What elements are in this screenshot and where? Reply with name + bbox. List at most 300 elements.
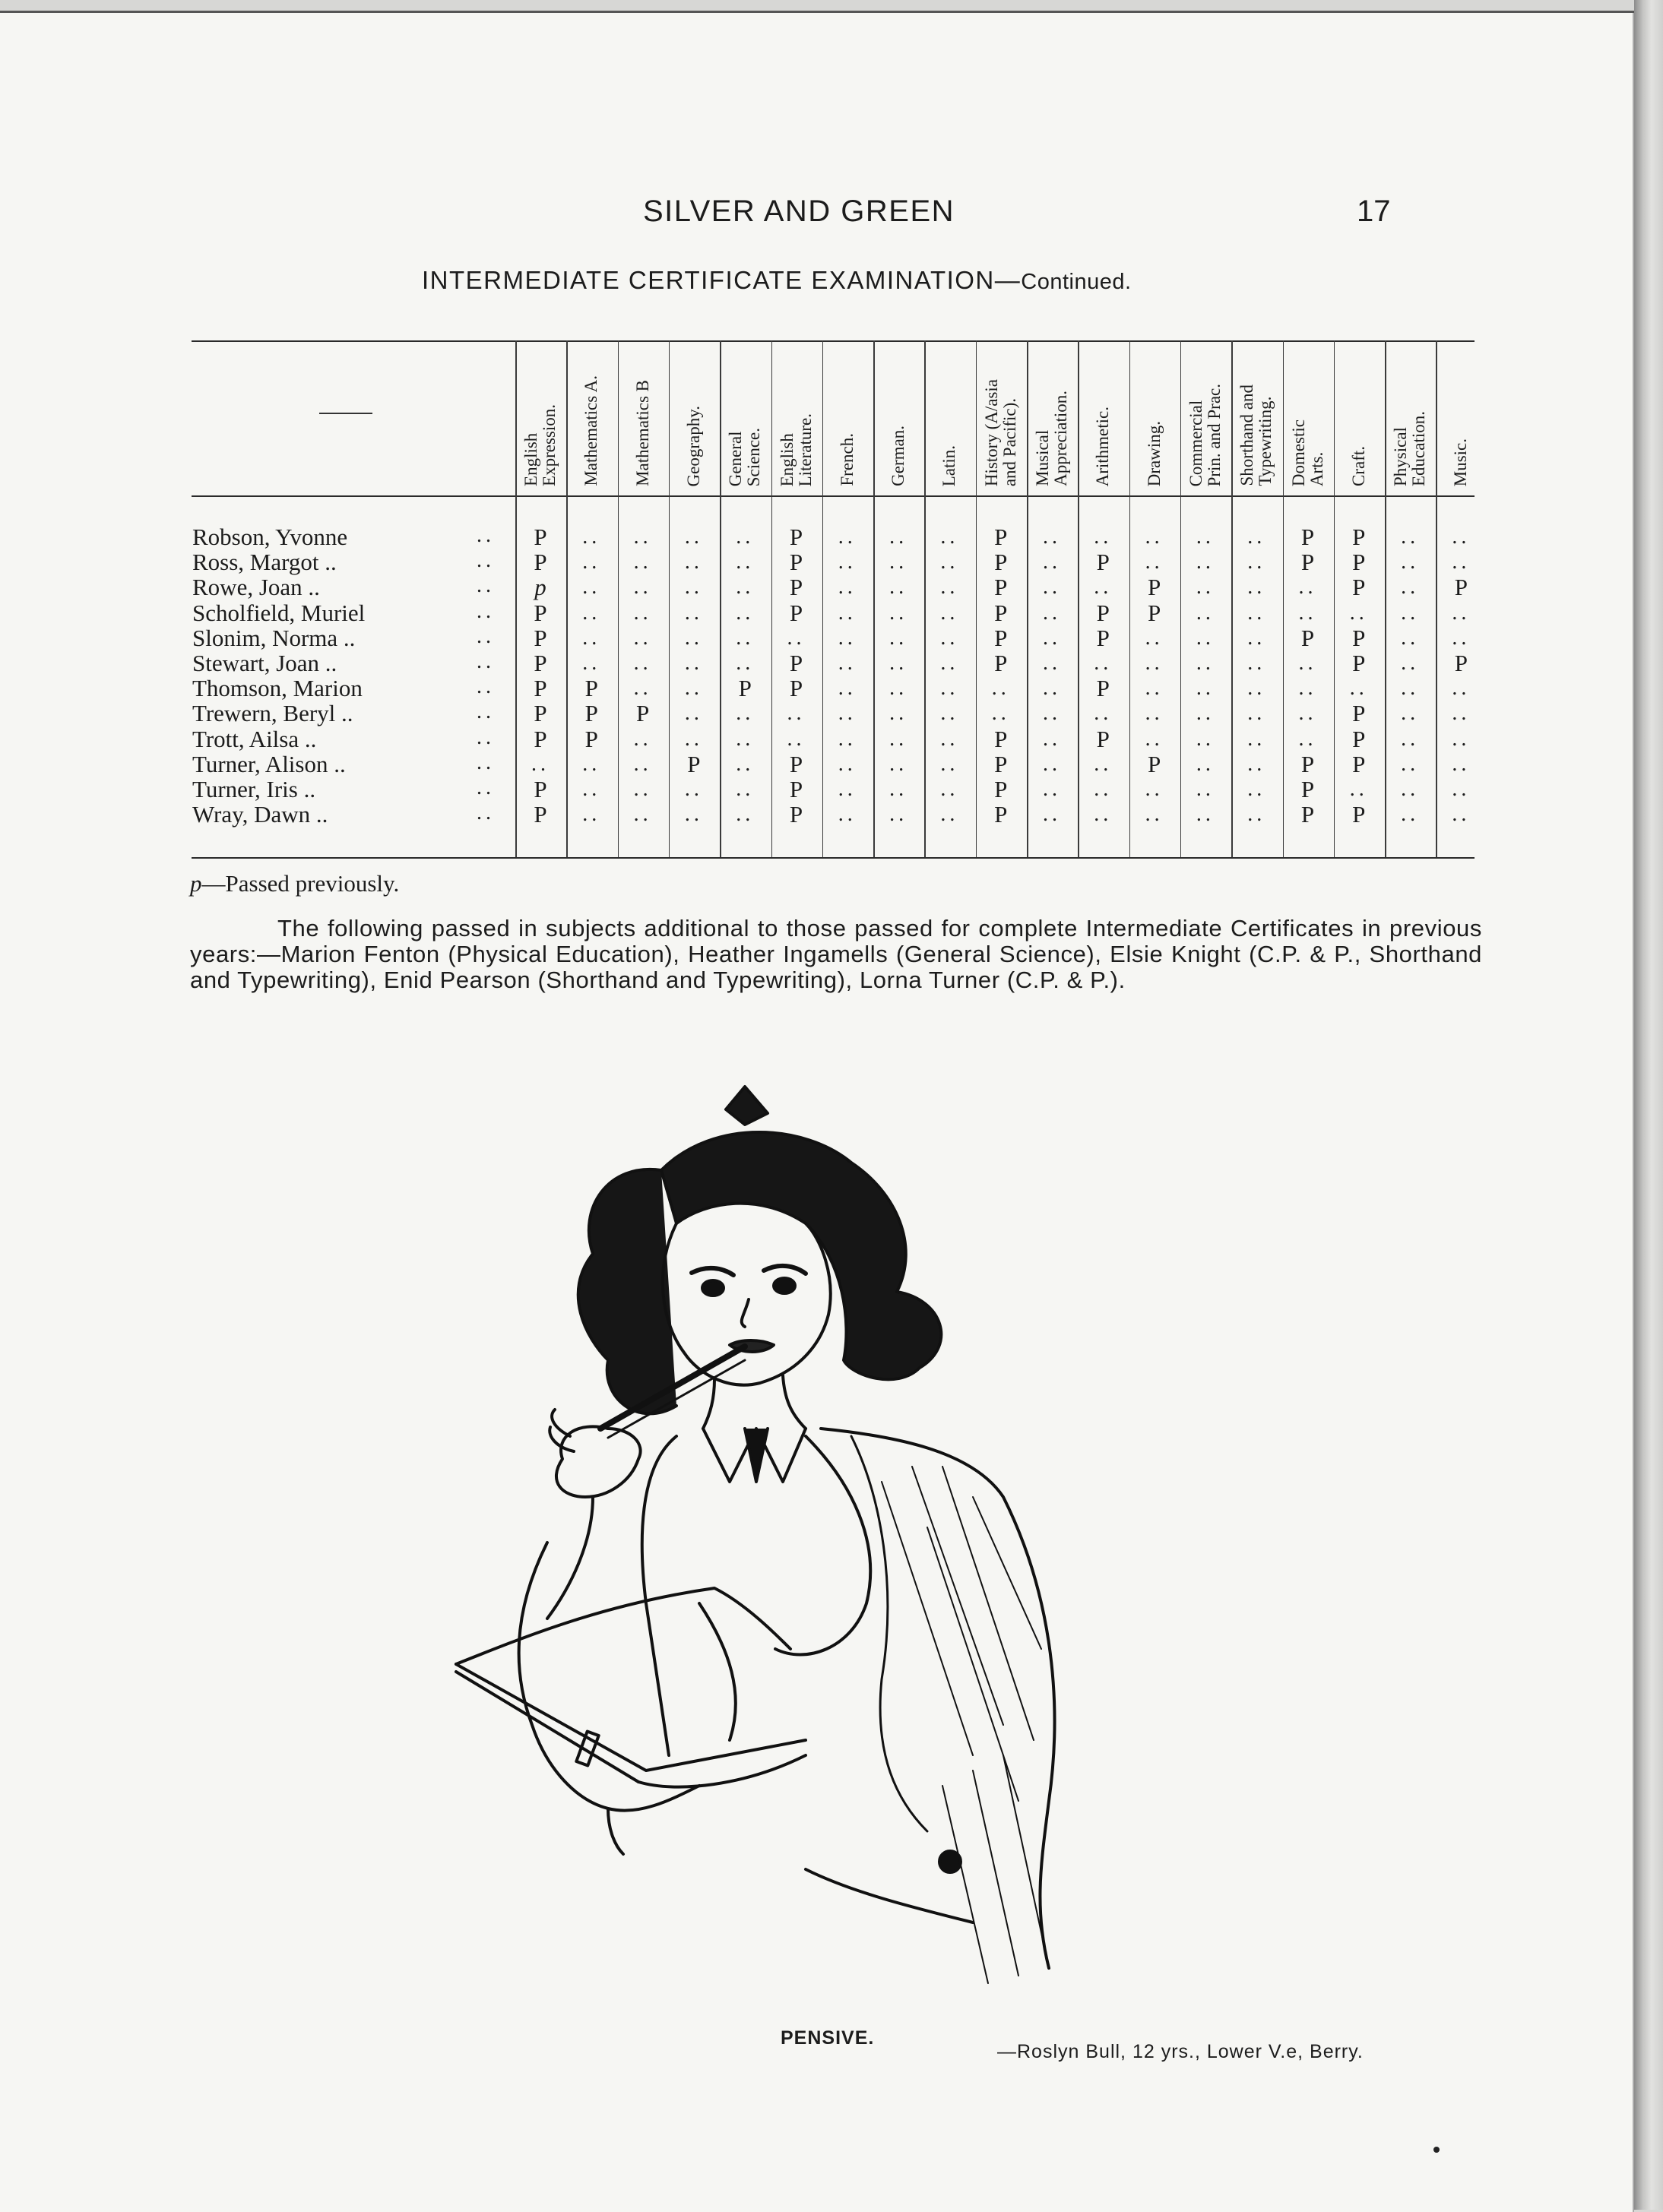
table-cell: .. xyxy=(1452,600,1471,625)
stub-header-dash xyxy=(319,413,372,414)
table-cell: .. xyxy=(633,777,652,801)
footnote xyxy=(190,870,399,897)
table-cell: .. xyxy=(1145,625,1164,650)
column-header-label: Geography. xyxy=(683,405,703,486)
table-cell: .. xyxy=(1401,651,1420,675)
table-cell: .. xyxy=(1298,701,1317,726)
table-cell: .. xyxy=(736,752,755,776)
table-cell: .. xyxy=(889,550,908,574)
name-leader: .. xyxy=(477,801,495,825)
column-header xyxy=(876,334,921,486)
table-cell: .. xyxy=(940,676,959,701)
table-cell: P xyxy=(534,599,547,626)
column-header-label: Physical Education. xyxy=(1391,411,1429,486)
table-cell: .. xyxy=(838,525,857,549)
table-row xyxy=(0,752,1663,777)
table-cell: .. xyxy=(940,726,959,751)
table-cell: .. xyxy=(736,575,755,600)
table-row xyxy=(0,701,1663,726)
table-cell: .. xyxy=(838,676,857,701)
table-cell: .. xyxy=(633,550,652,574)
table-cell: .. xyxy=(736,726,755,751)
table-cell: .. xyxy=(940,701,959,726)
column-header-label: Domestic Arts. xyxy=(1288,419,1326,486)
table-cell: .. xyxy=(889,676,908,701)
table-cell: .. xyxy=(889,525,908,549)
table-row xyxy=(0,600,1663,625)
table-cell: .. xyxy=(1145,802,1164,827)
column-header xyxy=(1438,334,1484,486)
table-cell: .. xyxy=(684,550,703,574)
table-cell: .. xyxy=(991,701,1010,726)
table-cell: P xyxy=(1352,549,1366,576)
table-cell: .. xyxy=(1401,777,1420,801)
table-cell: .. xyxy=(838,625,857,650)
table-cell: .. xyxy=(1247,701,1266,726)
column-header-label: Arithmetic. xyxy=(1093,406,1113,486)
table-cell: P xyxy=(1352,524,1366,550)
table-cell: .. xyxy=(1196,600,1215,625)
table-cell: .. xyxy=(1452,777,1471,801)
table-cell: P xyxy=(1300,801,1315,828)
table-cell: P xyxy=(994,549,1008,576)
table-cell: P xyxy=(534,725,547,752)
table-row xyxy=(0,726,1663,752)
table-cell: .. xyxy=(889,726,908,751)
table-cell: .. xyxy=(940,777,959,801)
pensive-girl-illustration xyxy=(319,1071,1338,2014)
table-cell: P xyxy=(1352,650,1366,676)
table-cell: .. xyxy=(838,726,857,751)
table-cell: P xyxy=(1300,776,1315,802)
table-cell: .. xyxy=(838,777,857,801)
table-cell: P xyxy=(534,700,547,727)
table-row xyxy=(0,650,1663,676)
table-cell: P xyxy=(534,624,547,651)
column-header xyxy=(722,334,768,486)
table-cell: .. xyxy=(1043,802,1061,827)
table-cell: P xyxy=(1147,574,1161,601)
table-cell: .. xyxy=(582,752,601,776)
table-cell: .. xyxy=(1196,575,1215,600)
table-cell: .. xyxy=(1145,701,1164,726)
column-header xyxy=(518,334,563,486)
table-cell: .. xyxy=(1043,625,1061,650)
table-cell: .. xyxy=(889,802,908,827)
table-cell: .. xyxy=(1247,651,1266,675)
scan-speck xyxy=(1433,2147,1440,2153)
table-cell: P xyxy=(994,524,1008,550)
table-cell: P xyxy=(1300,750,1315,777)
table-cell: .. xyxy=(531,752,550,776)
column-header xyxy=(620,334,666,486)
column-header-label: Commercial Prin. and Prac. xyxy=(1186,383,1224,486)
table-cell: P xyxy=(687,750,701,777)
table-cell: .. xyxy=(1145,525,1164,549)
table-cell: .. xyxy=(1196,550,1215,574)
table-cell: P xyxy=(789,574,803,601)
table-cell: .. xyxy=(1401,802,1420,827)
table-cell: .. xyxy=(1094,802,1113,827)
table-cell: .. xyxy=(838,550,857,574)
section-heading xyxy=(422,266,1132,295)
footnote-text: —Passed previously. xyxy=(201,870,400,897)
table-cell: P xyxy=(1352,574,1366,601)
table-cell: P xyxy=(584,675,598,702)
table-cell: P xyxy=(789,650,803,676)
table-cell: .. xyxy=(582,575,601,600)
name-leader: .. xyxy=(477,675,495,699)
table-cell: .. xyxy=(1401,752,1420,776)
table-cell: .. xyxy=(1401,600,1420,625)
table-cell: .. xyxy=(684,726,703,751)
table-cell: p xyxy=(534,574,546,601)
table-cell: .. xyxy=(1349,676,1368,701)
table-cell: .. xyxy=(787,726,806,751)
table-cell: .. xyxy=(582,550,601,574)
section-heading-main: INTERMEDIATE CERTIFICATE EXAMINATION— xyxy=(422,266,1022,294)
table-cell: P xyxy=(534,801,547,828)
table-cell: .. xyxy=(1145,676,1164,701)
table-cell: P xyxy=(1352,700,1366,727)
table-cell: .. xyxy=(633,575,652,600)
table-cell: .. xyxy=(633,752,652,776)
table-cell: .. xyxy=(1298,651,1317,675)
table-cell: .. xyxy=(1247,550,1266,574)
student-name: Trewern, Beryl .. xyxy=(192,700,353,727)
table-cell: .. xyxy=(1145,726,1164,751)
table-cell: .. xyxy=(1094,752,1113,776)
column-header-label: General Science. xyxy=(726,427,764,486)
column-header-label: English Expression. xyxy=(521,404,559,486)
table-cell: .. xyxy=(633,625,652,650)
table-cell: .. xyxy=(1043,575,1061,600)
illustration-credit: —Roslyn Bull, 12 yrs., Lower V.e, Berry. xyxy=(997,2041,1364,2062)
footnote-symbol: p xyxy=(190,870,202,897)
table-cell: .. xyxy=(1196,777,1215,801)
table-cell: P xyxy=(789,801,803,828)
table-cell: P xyxy=(789,750,803,777)
table-cell: .. xyxy=(1043,525,1061,549)
table-cell: .. xyxy=(684,701,703,726)
table-row xyxy=(0,625,1663,650)
column-header-label: Craft. xyxy=(1348,445,1368,486)
table-cell: P xyxy=(635,700,650,727)
table-cell: .. xyxy=(1145,550,1164,574)
column-header xyxy=(927,334,972,486)
page-number: 17 xyxy=(1357,195,1391,228)
table-cell: .. xyxy=(684,777,703,801)
table-cell: .. xyxy=(684,625,703,650)
column-header-label: Mathematics B xyxy=(632,380,652,486)
table-cell: P xyxy=(789,524,803,550)
table-cell: .. xyxy=(1196,625,1215,650)
column-header xyxy=(1234,334,1279,486)
name-leader: .. xyxy=(477,700,495,724)
table-cell: P xyxy=(1096,549,1110,576)
table-cell: .. xyxy=(1247,676,1266,701)
table-cell: .. xyxy=(1452,802,1471,827)
table-cell: .. xyxy=(1349,777,1368,801)
table-cell: .. xyxy=(1145,777,1164,801)
table-cell: .. xyxy=(582,600,601,625)
student-name: Turner, Alison .. xyxy=(192,750,346,777)
table-cell: .. xyxy=(838,651,857,675)
table-cell: .. xyxy=(1452,726,1471,751)
table-cell: .. xyxy=(633,651,652,675)
name-leader: .. xyxy=(477,549,495,573)
table-cell: .. xyxy=(1094,575,1113,600)
table-cell: .. xyxy=(940,802,959,827)
table-row xyxy=(0,524,1663,549)
running-head xyxy=(0,195,1663,240)
table-cell: .. xyxy=(1043,701,1061,726)
table-cell: .. xyxy=(684,651,703,675)
table-cell: .. xyxy=(1401,575,1420,600)
table-cell: P xyxy=(994,599,1008,626)
column-header xyxy=(1285,334,1331,486)
table-cell: P xyxy=(994,750,1008,777)
student-name: Ross, Margot .. xyxy=(192,549,337,576)
column-header xyxy=(671,334,717,486)
table-cell: .. xyxy=(940,575,959,600)
column-header xyxy=(1183,334,1228,486)
table-cell: P xyxy=(1096,675,1110,702)
table-cell: .. xyxy=(1247,600,1266,625)
table-cell: .. xyxy=(684,575,703,600)
student-name: Wray, Dawn .. xyxy=(192,801,328,828)
table-cell: .. xyxy=(1196,525,1215,549)
table-cell: .. xyxy=(889,625,908,650)
table-cell: P xyxy=(1352,801,1366,828)
table-cell: .. xyxy=(736,550,755,574)
table-cell: .. xyxy=(1247,575,1266,600)
table-cell: .. xyxy=(684,525,703,549)
table-cell: P xyxy=(1454,650,1468,676)
table-cell: .. xyxy=(1196,676,1215,701)
column-header xyxy=(774,334,819,486)
column-header-label: Drawing. xyxy=(1144,420,1164,486)
table-cell: .. xyxy=(1196,802,1215,827)
table-cell: .. xyxy=(633,600,652,625)
name-leader: .. xyxy=(477,599,495,623)
table-cell: P xyxy=(1300,624,1315,651)
column-header xyxy=(1132,334,1177,486)
table-cell: P xyxy=(1147,750,1161,777)
table-cell: P xyxy=(994,776,1008,802)
table-cell: .. xyxy=(1401,701,1420,726)
table-cell: P xyxy=(1352,624,1366,651)
table-cell: P xyxy=(534,650,547,676)
table-cell: P xyxy=(789,599,803,626)
table-cell: .. xyxy=(1401,525,1420,549)
table-cell: .. xyxy=(1247,752,1266,776)
table-cell: .. xyxy=(633,802,652,827)
table-cell: .. xyxy=(633,676,652,701)
table-cell: .. xyxy=(1145,651,1164,675)
table-cell: .. xyxy=(838,802,857,827)
table-cell: P xyxy=(584,725,598,752)
table-cell: .. xyxy=(1043,676,1061,701)
table-cell: P xyxy=(1096,725,1110,752)
scan-page-edge xyxy=(1634,0,1663,2210)
table-cell: .. xyxy=(582,625,601,650)
section-heading-continued: Continued. xyxy=(1021,270,1132,294)
column-header-label: French. xyxy=(837,433,857,486)
table-cell: .. xyxy=(1298,600,1317,625)
table-cell: .. xyxy=(1452,676,1471,701)
column-header xyxy=(1029,334,1075,486)
table-row xyxy=(0,777,1663,802)
table-cell: P xyxy=(1352,750,1366,777)
additional-passes-paragraph: The following passed in subjects additional to those passed for complete Intermediate Certificates in previous years:—Marion Fenton (Physical Education), Heather Ingamells (General Science), Elsie Knight (C.P. & P., Shorthand and Typewriting), Enid Pearson (Shorthand and Typewriting), Lorna Turner (C.P. & P.). xyxy=(190,915,1482,993)
table-cell: P xyxy=(1300,549,1315,576)
column-header-label: Music. xyxy=(1451,438,1471,486)
column-header-label: Musical Appreciation. xyxy=(1033,391,1070,486)
name-leader: .. xyxy=(477,776,495,799)
table-cell: .. xyxy=(736,701,755,726)
table-cell: .. xyxy=(1298,726,1317,751)
table-cell: .. xyxy=(1043,777,1061,801)
table-cell: .. xyxy=(736,625,755,650)
table-cell: .. xyxy=(1452,701,1471,726)
table-cell: P xyxy=(994,624,1008,651)
table-cell: .. xyxy=(633,726,652,751)
table-cell: .. xyxy=(940,651,959,675)
table-cell: .. xyxy=(582,525,601,549)
table-cell: .. xyxy=(1452,550,1471,574)
table-cell: .. xyxy=(787,701,806,726)
table-cell: .. xyxy=(582,651,601,675)
column-header-label: Mathematics A. xyxy=(581,375,601,486)
table-cell: .. xyxy=(940,600,959,625)
table-cell: P xyxy=(994,725,1008,752)
table-cell: .. xyxy=(1452,752,1471,776)
table-cell: .. xyxy=(940,525,959,549)
table-cell: .. xyxy=(1043,726,1061,751)
column-header-label: Latin. xyxy=(939,445,959,486)
running-title: SILVER AND GREEN xyxy=(643,195,955,228)
table-cell: .. xyxy=(1401,726,1420,751)
table-cell: .. xyxy=(787,625,806,650)
table-cell: .. xyxy=(1349,600,1368,625)
table-cell: .. xyxy=(736,777,755,801)
table-cell: .. xyxy=(736,525,755,549)
student-name: Trott, Ailsa .. xyxy=(192,725,317,752)
column-header-label: German. xyxy=(889,426,908,486)
table-cell: .. xyxy=(991,676,1010,701)
name-leader: .. xyxy=(477,624,495,648)
table-cell: .. xyxy=(889,575,908,600)
table-cell: .. xyxy=(1043,651,1061,675)
table-cell: .. xyxy=(1094,701,1113,726)
table-cell: .. xyxy=(1401,676,1420,701)
student-name: Thomson, Marion xyxy=(192,675,363,702)
table-cell: .. xyxy=(838,701,857,726)
table-cell: P xyxy=(1147,599,1161,626)
column-header xyxy=(825,334,870,486)
table-cell: .. xyxy=(1247,802,1266,827)
table-cell: .. xyxy=(684,600,703,625)
table-row xyxy=(0,676,1663,701)
table-cell: .. xyxy=(838,575,857,600)
student-name: Rowe, Joan .. xyxy=(192,574,320,601)
table-cell: .. xyxy=(684,802,703,827)
table-cell: P xyxy=(1096,599,1110,626)
column-header xyxy=(1336,334,1382,486)
table-cell: .. xyxy=(1094,525,1113,549)
table-cell: .. xyxy=(1452,525,1471,549)
table-cell: .. xyxy=(940,752,959,776)
table-cell: P xyxy=(1454,574,1468,601)
table-cell: P xyxy=(994,801,1008,828)
table-cell: P xyxy=(994,650,1008,676)
table-cell: .. xyxy=(1452,625,1471,650)
table-cell: .. xyxy=(889,752,908,776)
table-cell: .. xyxy=(582,802,601,827)
table-cell: .. xyxy=(838,752,857,776)
table-cell: .. xyxy=(1401,550,1420,574)
table-cell: .. xyxy=(889,777,908,801)
table-cell: .. xyxy=(1196,726,1215,751)
table-cell: P xyxy=(1096,624,1110,651)
table-cell: P xyxy=(738,675,752,702)
table-cell: .. xyxy=(1247,625,1266,650)
table-row xyxy=(0,802,1663,827)
name-leader: .. xyxy=(477,725,495,749)
table-cell: .. xyxy=(736,651,755,675)
table-cell: P xyxy=(534,675,547,702)
table-cell: P xyxy=(789,776,803,802)
student-name: Turner, Iris .. xyxy=(192,776,316,802)
name-leader: .. xyxy=(477,650,495,673)
student-name: Stewart, Joan .. xyxy=(192,650,337,676)
column-header xyxy=(1080,334,1126,486)
table-cell: .. xyxy=(1043,600,1061,625)
table-row xyxy=(0,549,1663,574)
table-cell: P xyxy=(789,675,803,702)
table-cell: .. xyxy=(1298,575,1317,600)
table-cell: P xyxy=(534,776,547,802)
table-cell: .. xyxy=(1196,701,1215,726)
table-cell: .. xyxy=(889,600,908,625)
table-cell: P xyxy=(789,549,803,576)
table-cell: .. xyxy=(889,651,908,675)
table-cell: .. xyxy=(1094,651,1113,675)
table-row xyxy=(0,574,1663,600)
column-header xyxy=(1387,334,1433,486)
student-name: Scholfield, Muriel xyxy=(192,599,366,626)
table-cell: P xyxy=(1300,524,1315,550)
table-cell: P xyxy=(534,524,547,550)
illustration-caption: PENSIVE. xyxy=(781,2027,875,2049)
column-header-label: History (A/asia and Pacific). xyxy=(981,378,1019,486)
table-cell: P xyxy=(1352,725,1366,752)
name-leader: .. xyxy=(477,524,495,547)
table-cell: .. xyxy=(633,525,652,549)
table-cell: .. xyxy=(1043,752,1061,776)
table-cell: .. xyxy=(582,777,601,801)
table-cell: .. xyxy=(1196,651,1215,675)
table-cell: .. xyxy=(940,625,959,650)
table-cell: .. xyxy=(1247,525,1266,549)
table-cell: .. xyxy=(940,550,959,574)
name-leader: .. xyxy=(477,574,495,598)
table-bottom-rule xyxy=(192,857,1475,859)
table-cell: .. xyxy=(1043,550,1061,574)
student-name: Robson, Yvonne xyxy=(192,524,348,550)
column-header xyxy=(569,334,614,486)
